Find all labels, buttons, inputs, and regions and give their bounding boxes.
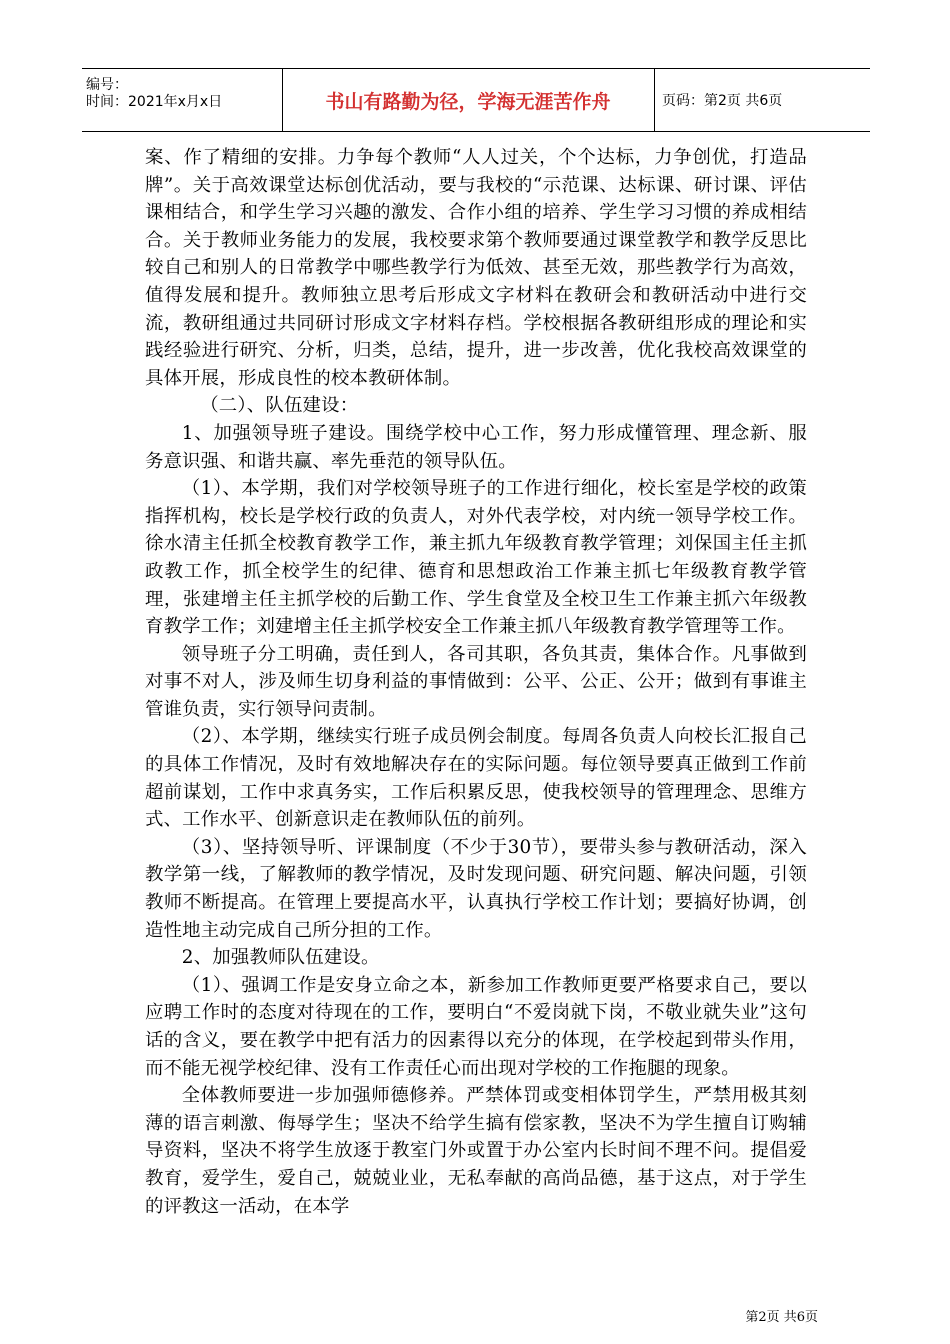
- paragraph: （3）、坚持领导听、评课制度（不少于30节），要带头参与教研活动，深入教学第一线，了解教师的教学情况，及时发现问题、研究问题、解决问题，引领教师不断提高。在管理上要提高水平，认真执行学校工作计划；要搞好协调，创造性地主动完成自己所分担的工作。: [145, 836, 807, 941]
- header-page-number: 页码：第2页 共6页: [662, 93, 783, 109]
- paragraph: 领导班子分工明确，责任到人，各司其职，各负其责，集体合作。凡事做到对事不对人，涉及师生切身利益的事情做到：公平、公正、公开；做到有事谁主管谁负责，实行领导问责制。: [145, 643, 807, 720]
- section-heading: （二）、队伍建设：: [200, 395, 359, 417]
- paragraph: （1）、强调工作是安身立命之本，新参加工作教师更要严格要求自己，要以应聘工作时的态度对待现在的工作，要明白“不爱岗就下岗，不敬业就失业”这句话的含义，要在教学中把有活力的因素得以充分的体现，在学校起到带头作用，而不能无视学校纪律、没有工作责任心而出现对学校的工作拖腿的现象。: [145, 974, 807, 1079]
- page-header: [82, 68, 870, 132]
- header-meta: [82, 69, 282, 131]
- paragraph: 2、加强教师队伍建设。: [181, 947, 380, 969]
- paragraph: （2）、本学期，继续实行班子成员例会制度。每周各负责人向校长汇报自己的具体工作情况，及时有效地解决存在的实际问题。每位领导要真正做到工作前超前谋划，工作中求真务实，工作后积累反思，使我校领导的管理理念、思维方式、工作水平、创新意识走在教师队伍的前列。: [145, 726, 807, 831]
- paragraph: 案、作了精细的安排。力争每个教师“人人过关，个个达标，力争创优，打造品牌”。关于高效课堂达标创优活动，要与我校的“示范课、达标课、研讨课、评估课相结合，和学生学习兴趣的激发、合作小组的培养、学生学习习惯的养成相结合。关于教师业务能力的发展，我校要求第个教师要通过课堂教学和教学反思比较自己和别人的日常教学中哪些教学行为低效、甚至无效，那些教学行为高效，值得发展和提升。教师独立思考后形成文字材料在教研会和教研活动中进行交流，教研组通过共同研讨形成文字材料存档。学校根据各教研组形成的理论和实践经验进行研究、分析，归类，总结，提升，进一步改善，优化我校高效课堂的具体开展，形成良性的校本教研体制。: [145, 147, 807, 389]
- document-number-label: 编号：: [86, 77, 128, 93]
- document-body: [145, 144, 807, 1220]
- page-footer: 第2页 共6页: [745, 1310, 818, 1325]
- document-date-label: 时间：2021年x月x日: [86, 94, 223, 110]
- paragraph: （1）、本学期，我们对学校领导班子的工作进行细化，校长室是学校的政策指挥机构，校长是学校行政的负责人，对外代表学校，对内统一领导学校工作。徐水清主任抓全校教育教学工作，兼主抓九年级教育教学管理；刘保国主任主抓政教工作，抓全校学生的纪律、德育和思想政治工作兼主抓七年级教育教学管理，张建增主任主抓学校的后勤工作、学生食堂及全校卫生工作兼主抓六年级教育教学工作；刘建增主任主抓学校安全工作兼主抓八年级教育教学管理等工作。: [145, 478, 807, 638]
- paragraph: 全体教师要进一步加强师德修养。严禁体罚或变相体罚学生，严禁用极其刻薄的语言刺激、侮辱学生；坚决不给学生搞有偿家教，坚决不为学生擅自订购辅导资料，坚决不将学生放逐于教室门外或置于办公室内长时间不理不问。提倡爱教育，爱学生，爱自己，兢兢业业，无私奉献的高尚品德，基于这点，对于学生的评教这一活动，在本学: [145, 1085, 807, 1217]
- header-motto: 书山有路勤为径，学海无涯苦作舟: [325, 90, 611, 113]
- paragraph: 1、加强领导班子建设。围绕学校中心工作，努力形成懂管理、理念新、服务意识强、和谐共赢、率先垂范的领导队伍。: [145, 422, 807, 472]
